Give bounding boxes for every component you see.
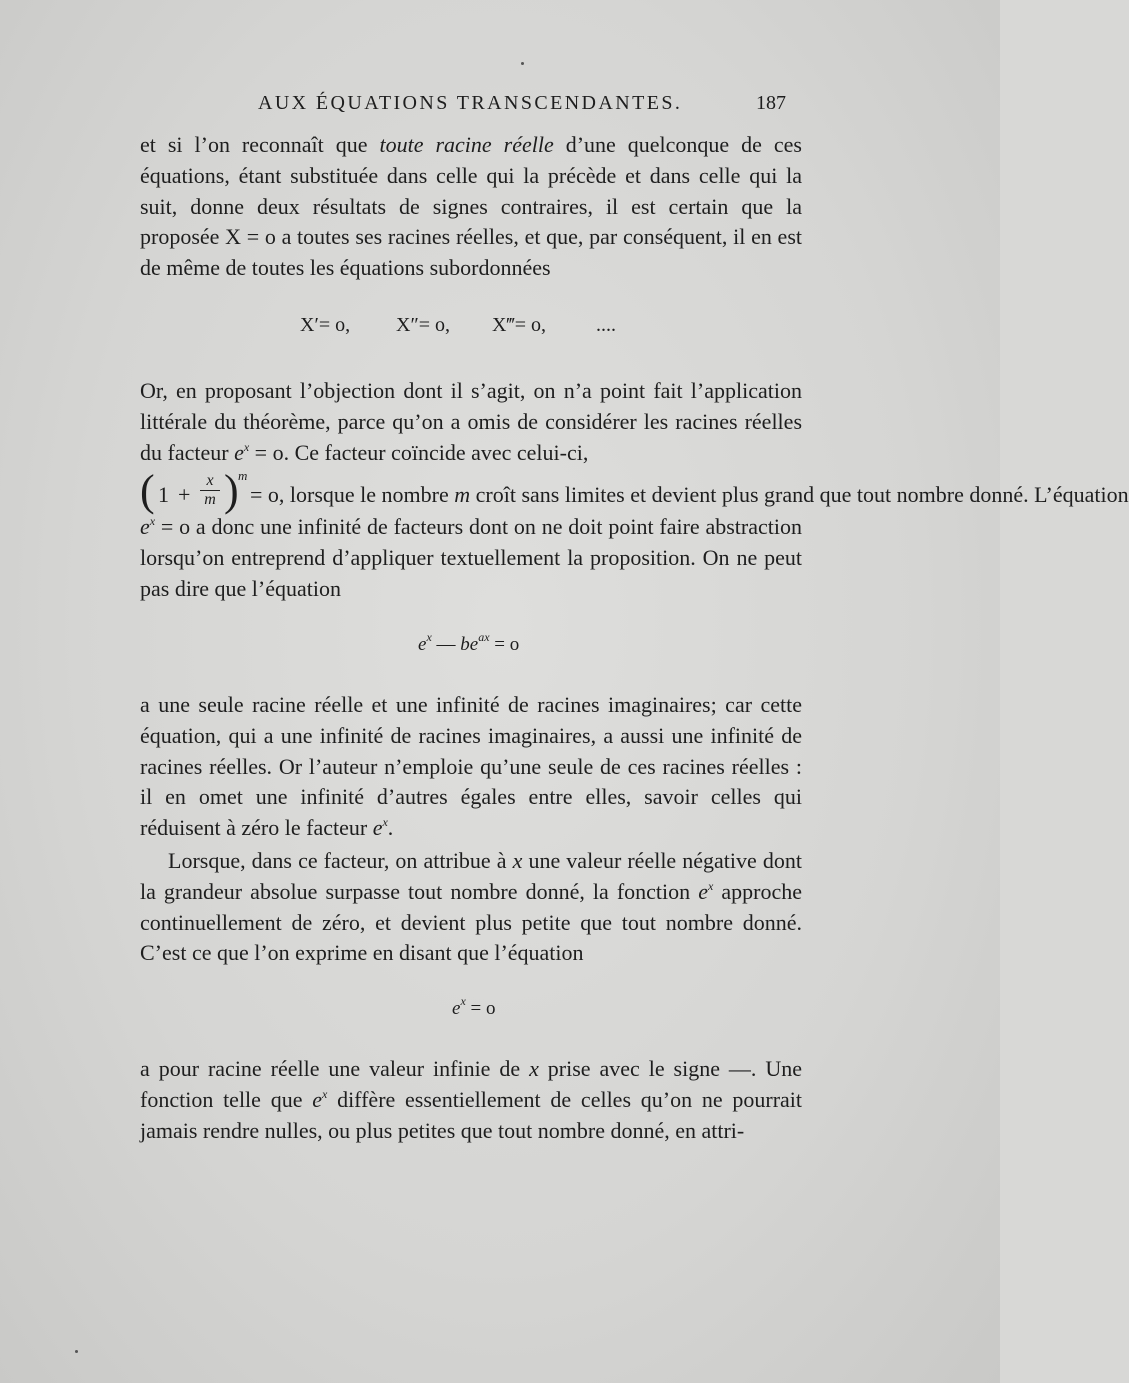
left-paren: ( — [140, 466, 155, 515]
right-paren: ) — [224, 466, 239, 515]
equation-row-derivatives — [300, 314, 660, 344]
equation-x-second: X″= o, — [396, 314, 451, 336]
paragraph-5: a pour racine réelle une valeur infinie de x prise avec le signe —. Une fonction telle que $e^x$ diffère essentiellement de celles qu’on ne pourrait jamais rendre nulles, ou plus petites que tout nombre donné, en attri- — [140, 1056, 803, 1143]
page-header — [140, 92, 800, 124]
paper-speck — [75, 1350, 78, 1353]
paragraph-2-continued: $e^x = o$ a donc une infinité de facteurs dont on ne doit point faire abstraction lorsqu’on entreprend d’appliquer textuellement la proposition. On ne peut pas dire que l’équation — [140, 514, 802, 601]
inline-math-e: e — [234, 439, 244, 465]
equation-exp-zero: $e^x = o$ — [452, 994, 496, 1019]
equation-x-prime: X′= o, — [300, 314, 351, 336]
equation-ellipsis: .... — [596, 314, 616, 336]
page-number: 187 — [756, 92, 786, 114]
paragraph-3: a une seule racine réelle et une infinité de racines imaginaires; car cette équation, qui a une infinité de racines imaginaires, a aussi une infinité de racines réelles. Or l’auteur n’emploie qu’une seule de ces racines réelles : il en omet une infinité d’autres égales entre elles, savoir celles qui réduisent à zéro le facteur $e^x$. — [140, 692, 802, 841]
paper-speck — [521, 62, 524, 65]
paragraph-2-start: Or, en proposant l’objection dont il s’agit, on n’a point fait l’application littérale du théorème, parce qu’on a omis de considérer les racines réelles du facteur $e^x = o$. Ce facteur coïncide avec celui-ci, — [140, 378, 802, 465]
emphasis-text: toute racine réelle — [379, 132, 554, 157]
equation-exponential: $e^x$ — $be^{ax} = o$ — [418, 630, 520, 655]
running-head: AUX ÉQUATIONS TRANSCENDANTES. — [258, 92, 683, 114]
equation-x-third: X‴= o, — [492, 314, 547, 336]
fraction-x-over-m: $\frac{x}{m}$ — [200, 472, 220, 509]
limit-line-text: = o, lorsque le nombre m croît sans limites et devient plus grand que tout nombre donné. L’équation — [250, 482, 1129, 507]
exponent-m: m — [238, 468, 248, 483]
paragraph-4: Lorsque, dans ce facteur, on attribue à x une valeur réelle négative dont la grandeur absolue surpasse tout nombre donné, la fonction $e^x$ approche continuellement de zéro, et devient plus petite que tout nombre donné. C’est ce que l’on exprime en disant que l’équation — [140, 848, 803, 966]
plus-sign: + — [178, 482, 191, 507]
term-one: 1 — [158, 482, 169, 507]
paragraph-1: et si l’on reconnaît que toute racine réelle d’une quelconque de ces équations, étant substituée dans celle qui la précède et dans celle qui la suit, donne deux résultats de signes contraires, il est certain que la proposée X = o a toutes ses racines réelles, et que, par conséquent, il en est de même de toutes les équations subordonnées — [140, 132, 802, 281]
